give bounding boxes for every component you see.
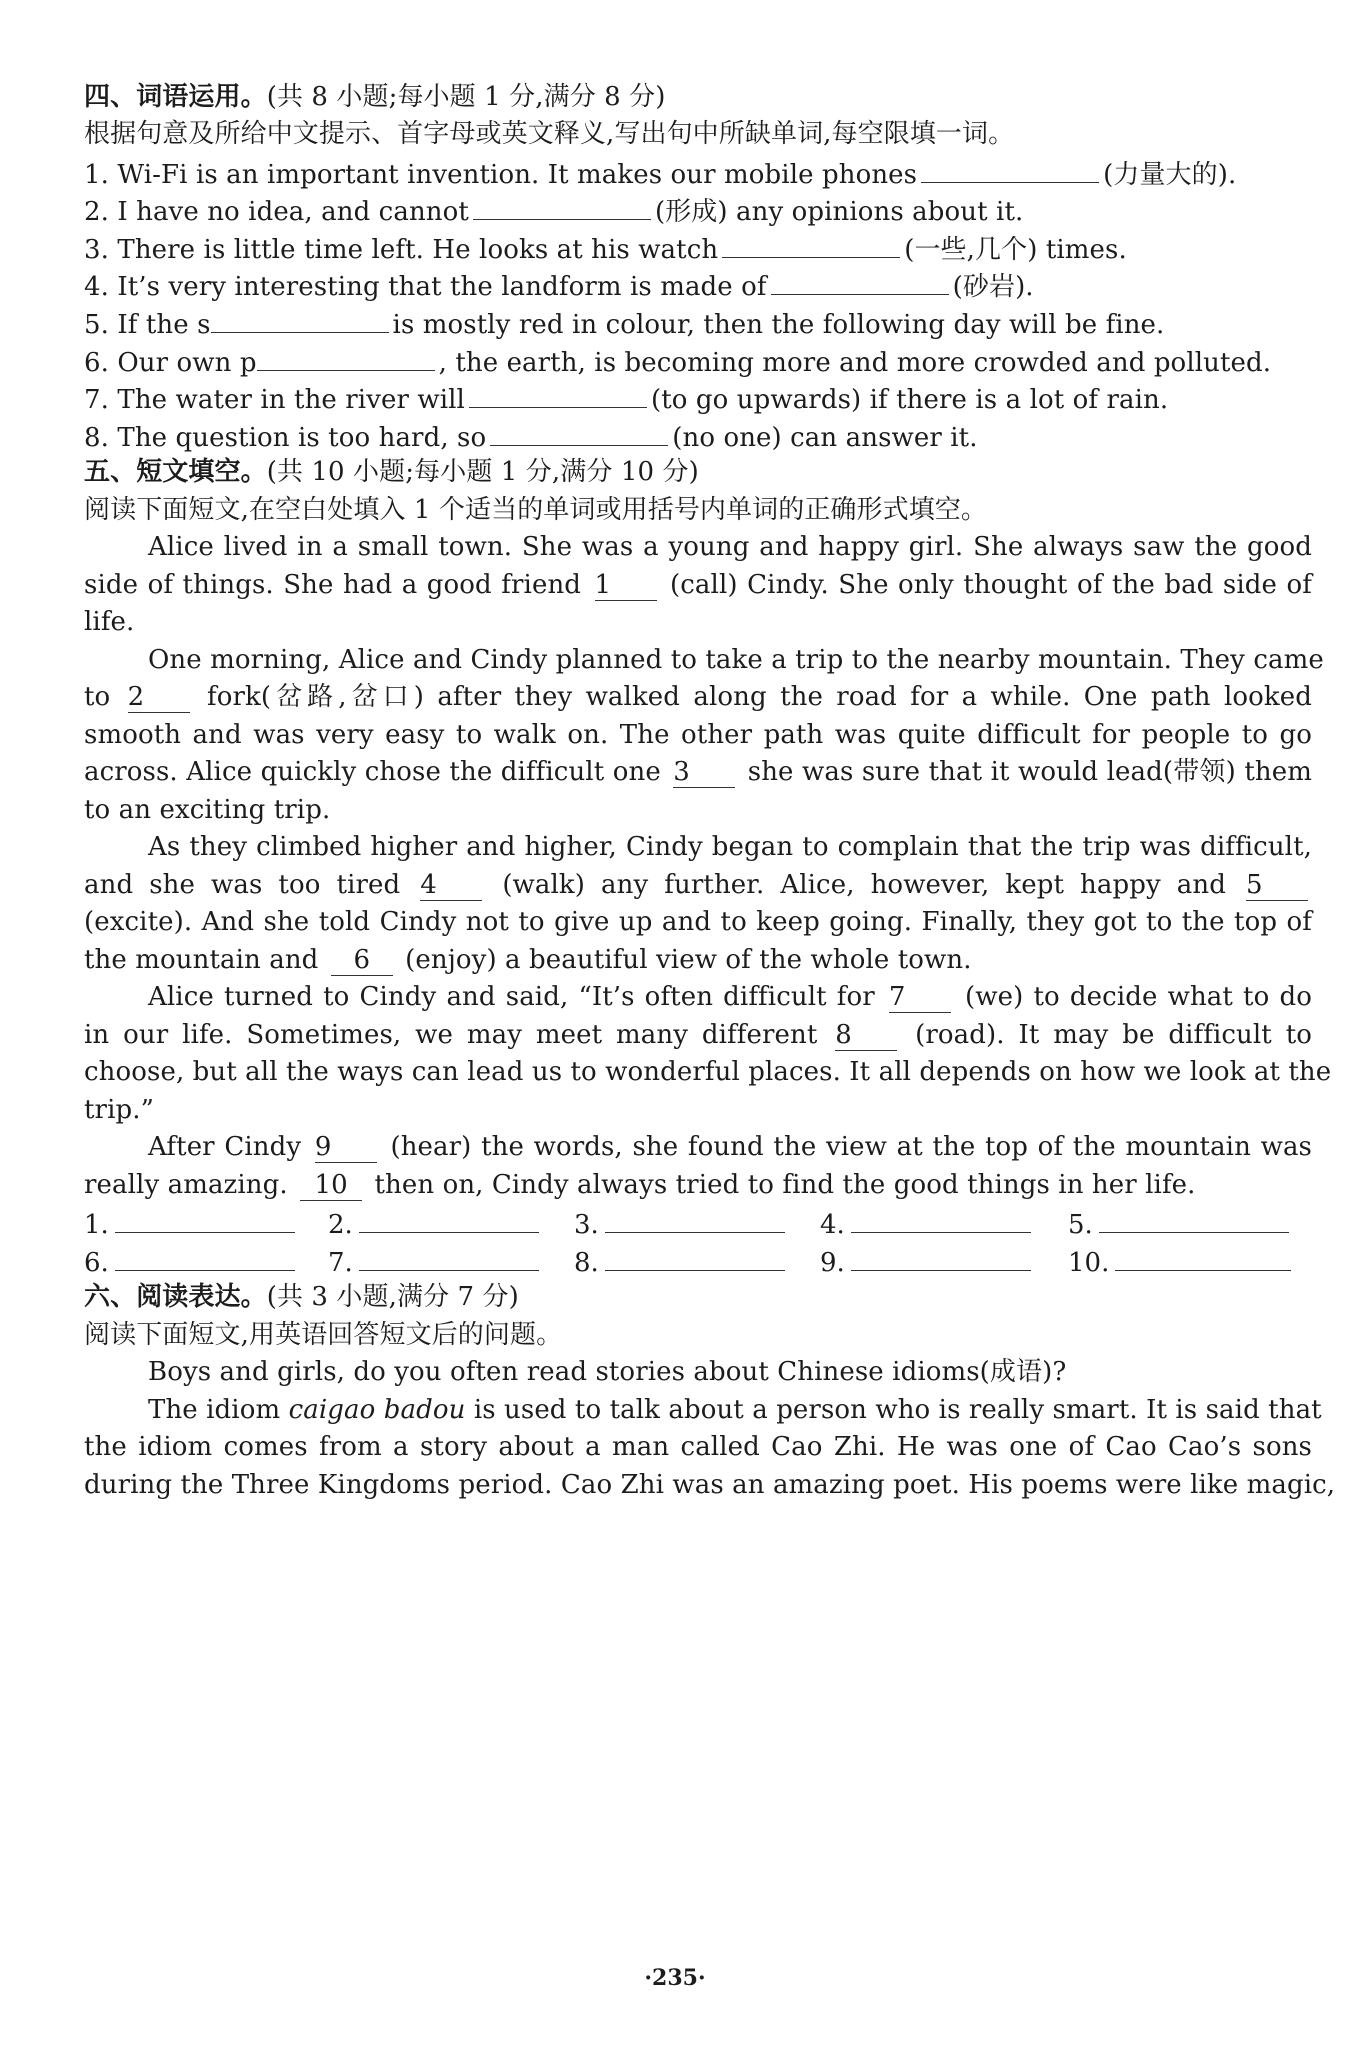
idiom-text: caigao badou [288, 1395, 466, 1425]
answer-line[interactable] [605, 1204, 785, 1233]
passage-text: The idiom [148, 1395, 281, 1425]
passage-line: during the Three Kingdoms period. Cao Zhi was an amazing poet. His poems were like magic, [84, 1470, 1336, 1500]
answer-line[interactable] [115, 1242, 295, 1271]
answer-blank[interactable] [473, 191, 651, 220]
passage-line: trip.” [84, 1095, 154, 1125]
answer-blank[interactable] [490, 417, 668, 446]
numbered-blank-6[interactable]: 6 [331, 945, 393, 976]
passage-line: (excite). And she told Cindy not to give up and to keep going. Finally, they got to the top of [84, 907, 1312, 937]
numbered-blank-5[interactable]: 5 [1246, 870, 1308, 901]
answer-blank[interactable] [921, 154, 1099, 183]
answer-label: 1. [84, 1210, 109, 1240]
section-6-instruction: 阅读下面短文,用英语回答短文后的问题。 [84, 1320, 563, 1350]
question-hint: (力量大的). [1103, 160, 1237, 190]
question-text: 4. It’s very interesting that the landform is made of [84, 272, 767, 302]
question-text: 3. There is little time left. He looks at his watch [84, 235, 719, 265]
answer-row-1 [84, 1204, 1312, 1240]
question-6 [84, 342, 1312, 381]
question-hint: (no one) can answer it. [672, 423, 978, 453]
answer-line[interactable] [1115, 1242, 1291, 1271]
answer-label: 5. [1068, 1210, 1093, 1240]
section-title: 五、短文填空。 [84, 457, 267, 487]
passage-text: really amazing. [84, 1170, 288, 1200]
question-hint: (形成) any opinions about it. [654, 197, 1024, 227]
answer-slot-8 [574, 1242, 789, 1281]
question-text: 5. If the s [84, 310, 211, 340]
answer-blank[interactable] [771, 266, 949, 295]
passage-text: is used to talk about a person who is really smart. It is said that [473, 1395, 1322, 1425]
question-7 [84, 379, 1312, 418]
answer-label: 3. [574, 1210, 599, 1240]
answer-label: 2. [328, 1210, 353, 1240]
passage-line: Boys and girls, do you often read stories about Chinese idioms(成语)? [148, 1357, 1067, 1387]
answer-blank[interactable] [211, 304, 389, 333]
answer-slot-3 [574, 1204, 789, 1243]
passage-text: Alice turned to Cindy and said, “It’s often difficult for [148, 982, 875, 1012]
answer-blank[interactable] [469, 379, 647, 408]
answer-row-2 [84, 1242, 1312, 1278]
passage-text: (walk) any further. Alice, however, kept happy and [502, 870, 1226, 900]
passage-text: (road). It may be difficult to [915, 1020, 1313, 1050]
answer-slot-7 [328, 1242, 543, 1281]
question-5 [84, 304, 1312, 343]
passage-line [148, 979, 1312, 1015]
question-1 [84, 154, 1312, 193]
question-3 [84, 229, 1312, 268]
passage-line [148, 1129, 1312, 1165]
passage-text: in our life. Sometimes, we may meet many different [84, 1020, 818, 1050]
answer-line[interactable] [851, 1242, 1031, 1271]
question-text-end: , the earth, is becoming more and more crowded and polluted. [438, 348, 1272, 378]
numbered-blank-3[interactable]: 3 [673, 757, 735, 788]
question-4 [84, 266, 1312, 305]
passage-line: the idiom comes from a story about a man called Cao Zhi. He was one of Cao Cao’s sons [84, 1432, 1312, 1462]
numbered-blank-10[interactable]: 10 [300, 1170, 362, 1201]
question-text: 7. The water in the river will [84, 385, 465, 415]
answer-label: 10. [1068, 1248, 1110, 1278]
numbered-blank-8[interactable]: 8 [835, 1020, 897, 1051]
answer-slot-4 [820, 1204, 1035, 1243]
answer-slot-2 [328, 1204, 543, 1243]
passage-text: fork(岔路,岔口) after they walked along the road for a while. One path looked [207, 682, 1312, 712]
numbered-blank-9[interactable]: 9 [315, 1132, 377, 1163]
numbered-blank-7[interactable]: 7 [889, 982, 951, 1013]
question-hint: (to go upwards) if there is a lot of rain. [650, 385, 1169, 415]
passage-line: to an exciting trip. [84, 795, 331, 825]
section-score-note: (共 3 小题,满分 7 分) [266, 1282, 519, 1312]
passage-line [84, 1167, 1312, 1203]
answer-line[interactable] [359, 1242, 539, 1271]
passage-text: (we) to decide what to do [965, 982, 1312, 1012]
question-text: 6. Our own p [84, 348, 257, 378]
section-title: 六、阅读表达。 [84, 1282, 267, 1312]
passage-line: choose, but all the ways can lead us to wonderful places. It all depends on how we look at the [84, 1057, 1332, 1087]
passage-text: and she was too tired [84, 870, 401, 900]
passage-line [84, 867, 1312, 903]
answer-blank[interactable] [257, 342, 435, 371]
section-4-heading [84, 79, 1312, 115]
section-score-note: (共 8 小题;每小题 1 分,满分 8 分) [266, 82, 666, 112]
section-4-instruction: 根据句意及所给中文提示、首字母或英文释义,写出句中所缺单词,每空限填一词。 [84, 119, 1015, 149]
answer-line[interactable] [1099, 1204, 1289, 1233]
passage-line [148, 1392, 1322, 1428]
answer-slot-6 [84, 1242, 299, 1281]
answer-line[interactable] [359, 1204, 539, 1233]
answer-blank[interactable] [722, 229, 900, 258]
passage-text: to [84, 682, 111, 712]
passage-text: the mountain and [84, 945, 319, 975]
question-8 [84, 417, 1312, 456]
answer-line[interactable] [605, 1242, 785, 1271]
answer-slot-1 [84, 1204, 299, 1243]
answer-label: 4. [820, 1210, 845, 1240]
passage-text: side of things. She had a good friend [84, 570, 582, 600]
section-score-note: (共 10 小题;每小题 1 分,满分 10 分) [266, 457, 699, 487]
answer-line[interactable] [115, 1204, 295, 1233]
passage-text: After Cindy [148, 1132, 302, 1162]
section-6-heading [84, 1279, 1312, 1315]
answer-label: 6. [84, 1248, 109, 1278]
passage-text: (call) Cindy. She only thought of the bad side of [670, 570, 1312, 600]
answer-slot-9 [820, 1242, 1035, 1281]
answer-line[interactable] [851, 1204, 1031, 1233]
question-text: 2. I have no idea, and cannot [84, 197, 469, 227]
numbered-blank-4[interactable]: 4 [420, 870, 482, 901]
passage-line: One morning, Alice and Cindy planned to take a trip to the nearby mountain. They came [148, 645, 1324, 675]
question-text: 1. Wi-Fi is an important invention. It makes our mobile phones [84, 160, 918, 190]
answer-label: 7. [328, 1248, 353, 1278]
passage-line: As they climbed higher and higher, Cindy began to complain that the trip was difficult, [148, 832, 1312, 862]
question-2 [84, 191, 1312, 230]
page-number: ·235· [644, 1965, 706, 1991]
passage-line [84, 942, 1312, 978]
question-hint: (一些,几个) times. [904, 235, 1127, 265]
section-title: 四、词语运用。 [84, 82, 267, 112]
question-text-end: is mostly red in colour, then the following day will be fine. [392, 310, 1165, 340]
passage-line [84, 1017, 1312, 1053]
section-5-instruction: 阅读下面短文,在空白处填入 1 个适当的单词或用括号内单词的正确形式填空。 [84, 495, 988, 525]
numbered-blank-1[interactable]: 1 [595, 570, 657, 601]
question-hint: (砂岩). [952, 272, 1034, 302]
answer-label: 9. [820, 1248, 845, 1278]
section-5-heading [84, 454, 1312, 490]
passage-text: (enjoy) a beautiful view of the whole town. [405, 945, 972, 975]
passage-line [84, 754, 1312, 790]
passage-line: smooth and was very easy to walk on. The other path was quite difficult for people to go [84, 720, 1312, 750]
passage-text: then on, Cindy always tried to find the good things in her life. [374, 1170, 1196, 1200]
passage-text: across. Alice quickly chose the difficult one [84, 757, 661, 787]
passage-line [84, 567, 1312, 603]
answer-slot-10 [1068, 1242, 1295, 1281]
answer-label: 8. [574, 1248, 599, 1278]
passage-line: life. [84, 607, 135, 637]
passage-line [84, 679, 1312, 715]
numbered-blank-2[interactable]: 2 [128, 682, 190, 713]
passage-text: she was sure that it would lead(带领) them [747, 757, 1312, 787]
passage-text: (hear) the words, she found the view at the top of the mountain was [390, 1132, 1312, 1162]
question-text: 8. The question is too hard, so [84, 423, 487, 453]
passage-line: Alice lived in a small town. She was a young and happy girl. She always saw the good [148, 532, 1312, 562]
answer-slot-5 [1068, 1204, 1293, 1243]
